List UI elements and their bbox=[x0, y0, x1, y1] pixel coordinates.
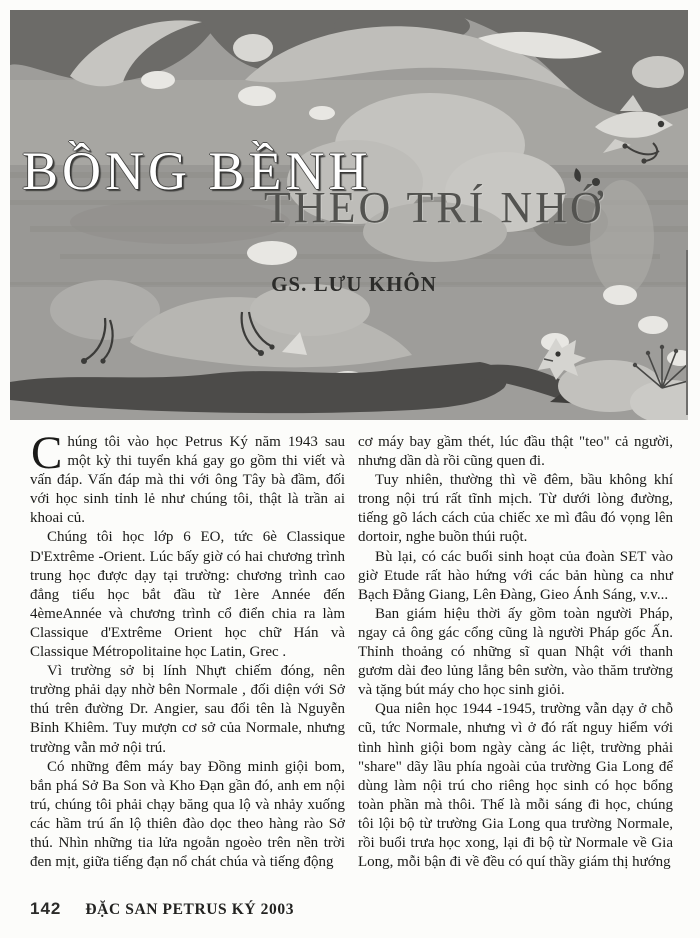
article-body bbox=[30, 427, 674, 872]
paragraph: Có những đêm máy bay Đồng minh giội bom, bắn phá Sở Ba Son và Kho Đạn gần đó, anh em nội trú, chúng tôi phải chạy băng qua lộ và nhảy xuống các hầm trú ẩn lộ thiên đào dọc theo hàng rào Sở thú. Nhìn những tia lửa ngoằn ngoèo trên nền trời đen mịt, giữa tiếng đạn nổ chát chúa và tiếng động bbox=[30, 758, 345, 871]
left-column bbox=[30, 427, 345, 872]
paragraph: Qua niên học 1944 -1945, trường vẫn dạy ở chỗ cũ, tức Normale, nhưng vì ở đó rất nguy hiểm với tình hình giội bom ngày càng ác liệt, trường phải "share" dãy lầu phía ngoài của trường Gia Long để dùng làm nội trú cho riêng học sinh có học bổng toàn phần mà thôi. Thế là mỗi sáng đi học, chúng tôi lội bộ từ trường Gia Long qua trường Normale, rồi buổi trưa học xong, lại đi bộ từ Normale về Gia Long, mỗi bận đi về đều có quí thầy giám thị hướng bbox=[358, 701, 673, 871]
paragraph: Tuy nhiên, thường thì về đêm, bầu không khí trong nội trú rất tĩnh mịch. Từ dưới lòng đường, tiếng gõ lách cách của chiếc xe mì đâu đó vọng lên dortoir, nghe buồn thúi ruột. bbox=[358, 472, 673, 546]
paragraph: Chúng tôi học lớp 6 EO, tức 6è Classique D'Extrême -Orient. Lúc bấy giờ có hai chương trình trung học được dạy tại trường: chương trình cao đẳng tiểu học bắt đầu từ 1ère Année đến 4èmeAnnée và chương trình cổ điển chia ra làm Classique d'Extrême Orient học chữ Hán và Classique Métropolitaine học Latin, Grec . bbox=[30, 529, 345, 661]
article-title-line1: BỒNG BỀNH bbox=[22, 141, 372, 201]
drop-cap: C bbox=[31, 427, 63, 479]
header-artwork bbox=[10, 10, 688, 420]
paragraph bbox=[30, 427, 345, 528]
author-byline: GS. LƯU KHÔN bbox=[271, 272, 437, 296]
page-number: 142 bbox=[30, 899, 62, 918]
paragraph-text: húng tôi vào học Petrus Ký năm 1943 sau một kỳ thi tuyển khá gay go gồm thi viết và vấn đáp. Vấn đáp mà thi với ông Tây bà đầm, đối với học sinh tỉnh lẻ như chúng tôi, thật là trần ai khoai củ. bbox=[30, 434, 345, 527]
right-column bbox=[358, 433, 673, 872]
paragraph: cơ máy bay gầm thét, lúc đầu thật "teo" cả người, nhưng dần dà rồi cũng quen đi. bbox=[358, 434, 673, 470]
article-title-line2: THEO TRÍ NHỚ bbox=[264, 183, 605, 232]
paragraph: Ban giám hiệu thời ấy gồm toàn người Pháp, ngay cả ông gác cổng cũng là người Pháp gốc Ấn. Thỉnh thoảng có những sĩ quan Nhật với thanh gươm dài đeo lủng lẳng bên sườn, vào thăm trường và tặng bút máy cho học sinh giỏi. bbox=[358, 605, 673, 699]
paragraph: Vì trường sở bị lính Nhựt chiếm đóng, nên trường phải dạy nhờ bên Normale , đối diện với Sở thú trên đường Dr. Angier, sau đổi tên là Nguyễn Bỉnh Khiêm. Tuy mượn cơ sở của Normale, nhưng trường vẫn mở nội trú. bbox=[30, 663, 345, 756]
journal-title: ĐẶC SAN PETRUS KÝ 2003 bbox=[85, 901, 295, 918]
paragraph: Bù lại, có các buổi sinh hoạt của đoàn SET vào giờ Etude rất hào hứng với các bản hùng ca như Bạch Đằng Giang, Lên Đàng, Gieo Ánh Sáng, v.v... bbox=[358, 548, 673, 603]
page-footer bbox=[30, 899, 294, 919]
